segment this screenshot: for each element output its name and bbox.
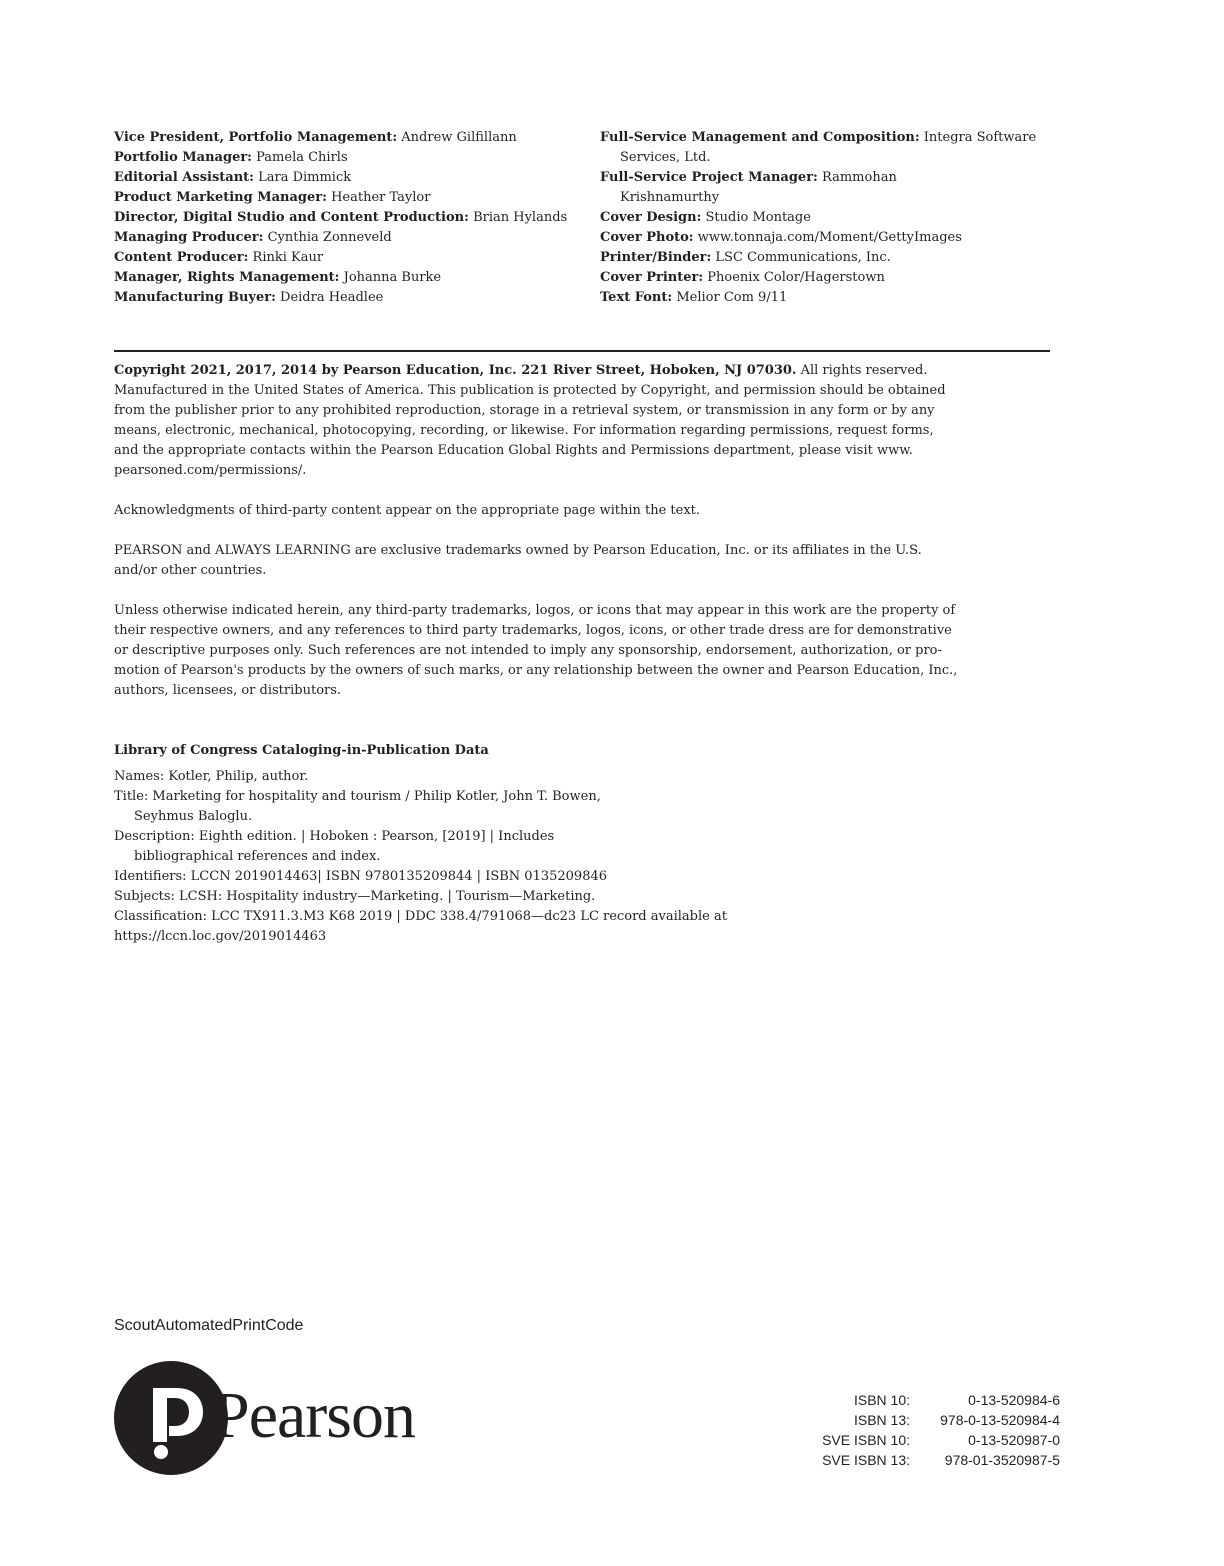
credit-line: Product Marketing Manager: Heather Taylor	[114, 190, 431, 205]
cip-line: Title: Marketing for hospitality and tourism / Philip Kotler, John T. Bowen,	[114, 789, 601, 804]
cip-line: Identifiers: LCCN 2019014463| ISBN 9780135209844 | ISBN 0135209846	[114, 869, 608, 884]
copyright-line: and the appropriate contacts within the Pearson Education Global Rights and Permissions department, please visit www.	[114, 443, 913, 458]
credit-line: Content Producer: Rinki Kaur	[114, 250, 324, 265]
isbn-row: SVE ISBN 10: 0-13-520987-0	[822, 1432, 1060, 1448]
copyright-line: means, electronic, mechanical, photocopying, recording, or likewise. For information regarding permissions, request forms,	[114, 423, 934, 438]
credit-line: Manufacturing Buyer: Deidra Headlee	[114, 290, 384, 305]
cip-line: Description: Eighth edition. | Hoboken : Pearson, [2019] | Includes	[114, 829, 555, 844]
copyright-notice	[114, 361, 946, 481]
divider	[114, 350, 1050, 352]
isbn-row: SVE ISBN 13: 978-01-3520987-5	[822, 1452, 1060, 1468]
credit-line: Managing Producer: Cynthia Zonneveld	[114, 230, 392, 245]
third-party-line: or descriptive purposes only. Such references are not intended to imply any sponsorship, endorsement, authorization, or pro-	[114, 643, 942, 658]
cip-line: Names: Kotler, Philip, author.	[114, 769, 309, 784]
copyright-line: Manufactured in the United States of America. This publication is protected by Copyright, and permission should be obtained	[114, 383, 946, 398]
credit-line: Full-Service Management and Composition: Integra Software	[600, 130, 1037, 145]
isbn-row: ISBN 13: 978-0-13-520984-4	[853, 1412, 1060, 1428]
third-party-line: their respective owners, and any references to third party trademarks, logos, icons, or other trade dress are for demonstrative	[114, 623, 952, 638]
third-party-line: authors, licensees, or distributors.	[114, 683, 342, 698]
credit-line: Vice President, Portfolio Management: Andrew Gilfillann	[114, 130, 517, 145]
cip-data	[114, 741, 727, 947]
credit-line: Editorial Assistant: Lara Dimmick	[114, 170, 352, 185]
cip-line: bibliographical references and index.	[134, 849, 381, 864]
credit-line: Cover Design: Studio Montage	[600, 210, 811, 225]
third-party-notice	[114, 601, 957, 701]
credit-line-cont: Services, Ltd.	[620, 150, 711, 165]
isbn-row: ISBN 10: 0-13-520984-6	[853, 1392, 1060, 1408]
credits-left	[114, 128, 567, 308]
acknowledgments-line: Acknowledgments of third-party content appear on the appropriate page within the text.	[114, 503, 701, 518]
print-code: ScoutAutomatedPrintCode	[114, 1317, 304, 1334]
cip-line: Seyhmus Baloglu.	[134, 809, 253, 824]
cip-line: Subjects: LCSH: Hospitality industry—Marketing. | Tourism—Marketing.	[114, 889, 596, 904]
copyright-line: pearsoned.com/permissions/.	[114, 463, 307, 478]
credit-line: Printer/Binder: LSC Communications, Inc.	[600, 250, 891, 265]
credit-line: Director, Digital Studio and Content Production: Brian Hylands	[114, 210, 568, 225]
credits-right	[600, 128, 1036, 308]
credit-line: Text Font: Melior Com 9/11	[600, 290, 788, 305]
credit-line: Manager, Rights Management: Johanna Burke	[114, 270, 442, 285]
pearson-p-icon	[113, 1360, 229, 1476]
pearson-wordmark: Pearson	[213, 1379, 415, 1452]
pearson-logo	[113, 1360, 415, 1480]
cip-heading: Library of Congress Cataloging-in-Publication Data	[114, 743, 489, 758]
credit-line: Full-Service Project Manager: Rammohan	[600, 170, 897, 185]
trademarks-line: PEARSON and ALWAYS LEARNING are exclusive trademarks owned by Pearson Education, Inc. or its affiliates in the U.S.	[114, 543, 922, 558]
cip-line: Classification: LCC TX911.3.M3 K68 2019 | DDC 338.4/791068—dc23 LC record available at	[114, 909, 727, 924]
copyright-line: from the publisher prior to any prohibited reproduction, storage in a retrieval system, or transmission in any form or by any	[114, 403, 935, 418]
cip-line: https://lccn.loc.gov/2019014463	[114, 929, 327, 944]
credit-line-cont: Krishnamurthy	[620, 190, 720, 205]
trademarks-line: and/or other countries.	[114, 563, 267, 578]
copyright-line: Copyright 2021, 2017, 2014 by Pearson Education, Inc. 221 River Street, Hoboken, NJ 07030. All rights reserved.	[114, 363, 928, 378]
trademarks-notice	[114, 541, 922, 581]
credit-line: Cover Photo: www.tonnaja.com/Moment/GettyImages	[600, 230, 962, 245]
acknowledgments	[114, 501, 700, 521]
third-party-line: Unless otherwise indicated herein, any third-party trademarks, logos, or icons that may appear in this work are the property of	[114, 603, 956, 618]
credit-line: Portfolio Manager: Pamela Chirls	[114, 150, 348, 165]
credit-line: Cover Printer: Phoenix Color/Hagerstown	[600, 270, 885, 285]
third-party-line: motion of Pearson's products by the owners of such marks, or any relationship between the owner and Pearson Education, Inc.,	[114, 663, 958, 678]
isbn-block	[790, 1390, 1060, 1470]
